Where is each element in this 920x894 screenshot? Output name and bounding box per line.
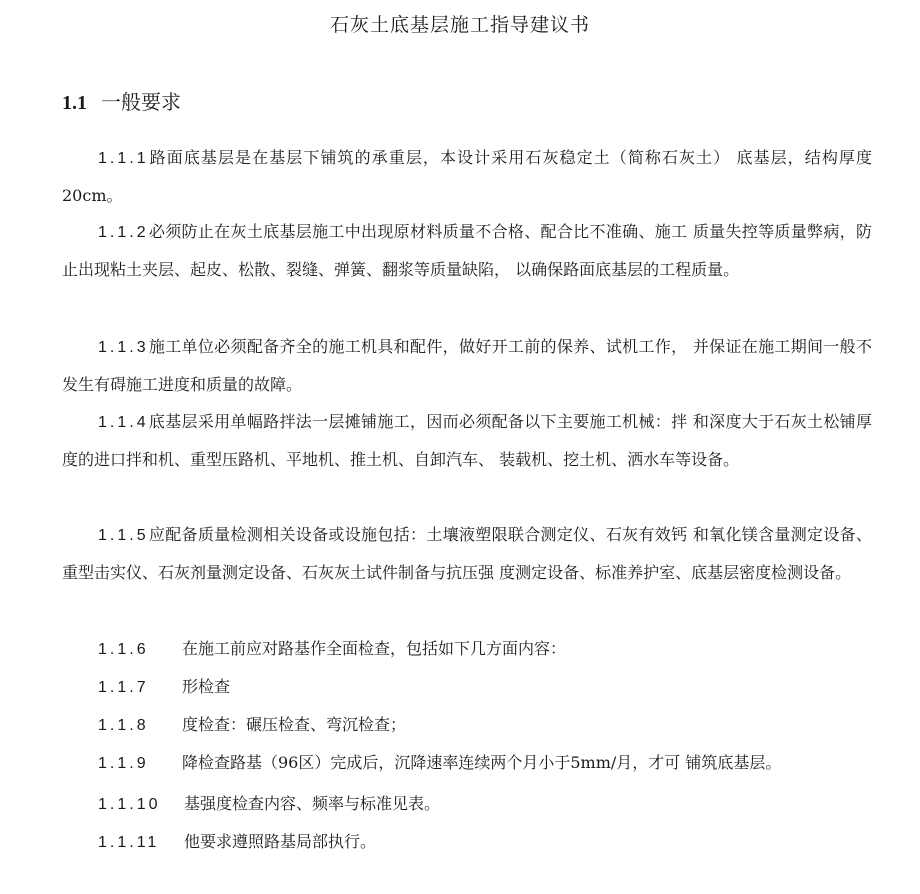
item-1-1-6 bbox=[98, 630, 566, 668]
clause-text: 基强度检查内容、频率与标准见表。 bbox=[184, 794, 441, 813]
clause-number: 1.1.1 bbox=[98, 150, 149, 167]
item-1-1-7 bbox=[98, 668, 230, 706]
clause-text: 应配备质量检测相关设备或设施包括：土壤液塑限联合测定仪、石灰有效钙 和氧化镁含量测定设备、重型击实仪、石灰剂量测定设备、石灰灰土试件制备与抗压强 度测定设备、标准养护室、底基层密度检测设备。 bbox=[62, 525, 872, 582]
clause-number: 1.1.8 bbox=[98, 717, 149, 734]
paragraph-1-1-2 bbox=[62, 213, 872, 288]
item-1-1-9 bbox=[98, 744, 781, 782]
paragraph-1-1-4 bbox=[62, 403, 872, 478]
paragraph-1-1-5 bbox=[62, 516, 872, 591]
clause-text: 底基层采用单幅路拌法一层摊铺施工，因而必须配备以下主要施工机械：拌 和深度大于石灰土松铺厚度的进口拌和机、重型压路机、平地机、推土机、自卸汽车、 装载机、挖土机、洒水车等设备。 bbox=[62, 412, 872, 469]
document-title: 石灰土底基层施工指导建议书 bbox=[329, 14, 590, 36]
clause-number: 1.1.4 bbox=[98, 414, 149, 431]
clause-number: 1.1.10 bbox=[98, 796, 161, 813]
clause-text: 必须防止在灰土底基层施工中出现原材料质量不合格、配合比不准确、施工 质量失控等质量弊病，防止出现粘土夹层、起皮、松散、裂缝、弹簧、翻浆等质量缺陷， 以确保路面底基层的工程质量。 bbox=[62, 222, 872, 279]
section-heading bbox=[62, 86, 181, 115]
clause-text: 降检查路基（96区）完成后，沉降速率连续两个月小于5mm/月，才可 铺筑底基层。 bbox=[182, 753, 782, 772]
clause-text: 在施工前应对路基作全面检查，包括如下几方面内容： bbox=[182, 639, 567, 658]
clause-number: 1.1.11 bbox=[98, 834, 160, 851]
clause-text: 路面底基层是在基层下铺筑的承重层，本设计采用石灰稳定土（简称石灰土） 底基层，结构厚度20cm。 bbox=[62, 148, 872, 205]
clause-number: 1.1.5 bbox=[98, 527, 149, 544]
clause-text: 形检查 bbox=[182, 677, 231, 696]
clause-number: 1.1.7 bbox=[98, 679, 149, 696]
section-number: 1.1 bbox=[62, 92, 87, 114]
clause-number: 1.1.2 bbox=[98, 224, 149, 241]
clause-text: 度检查：碾压检查、弯沉检查； bbox=[182, 715, 407, 734]
section-title: 一般要求 bbox=[101, 90, 181, 114]
clause-number: 1.1.9 bbox=[98, 755, 149, 772]
clause-text: 施工单位必须配备齐全的施工机具和配件，做好开工前的保养、试机工作， 并保证在施工期间一般不发生有碍施工进度和质量的故障。 bbox=[62, 337, 872, 394]
item-1-1-10 bbox=[98, 785, 440, 823]
paragraph-1-1-3 bbox=[62, 328, 872, 403]
paragraph-1-1-1 bbox=[62, 139, 872, 214]
item-1-1-11 bbox=[98, 823, 376, 861]
item-1-1-8 bbox=[98, 706, 406, 744]
clause-text: 他要求遵照路基局部执行。 bbox=[184, 832, 377, 851]
clause-number: 1.1.3 bbox=[98, 339, 149, 356]
clause-number: 1.1.6 bbox=[98, 641, 149, 658]
